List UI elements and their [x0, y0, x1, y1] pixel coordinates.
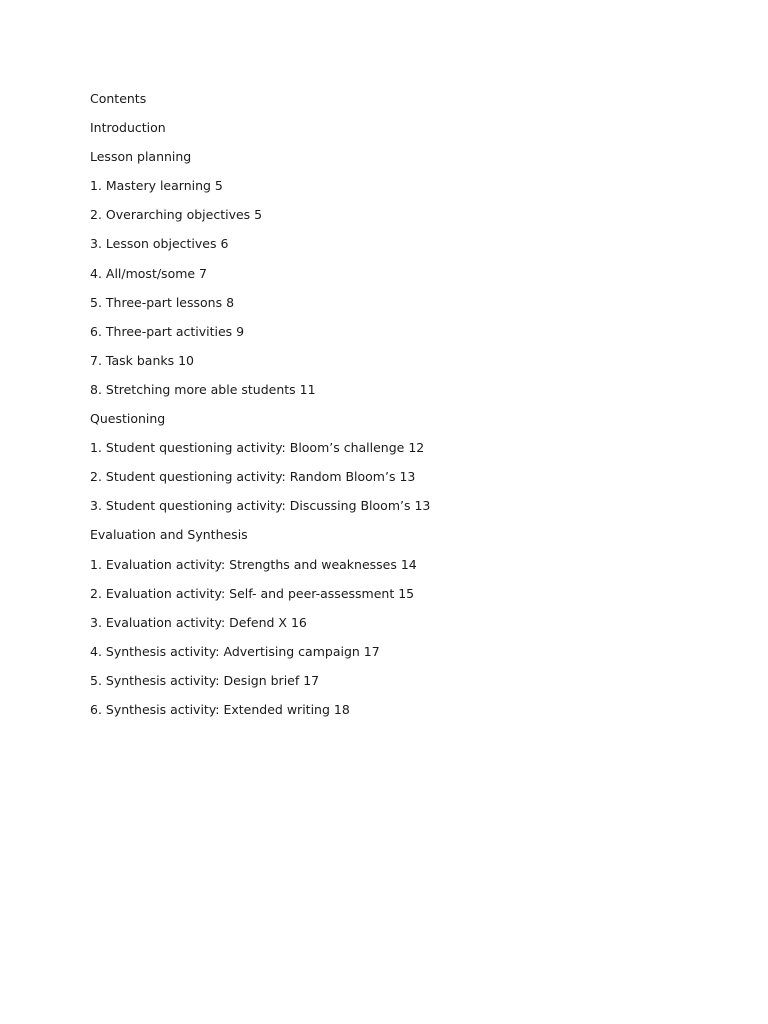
- toc-entry: 2. Student questioning activity: Random Bloom’s 13: [90, 469, 416, 485]
- toc-entry: 8. Stretching more able students 11: [90, 381, 316, 397]
- section-questioning: Questioning: [90, 411, 166, 427]
- contents-heading: Contents: [90, 91, 147, 106]
- contents-page: [90, 90, 730, 730]
- toc-entry: 1. Mastery learning 5: [90, 178, 223, 194]
- toc-entry: 5. Three-part lessons 8: [90, 294, 235, 310]
- toc-entry: 3. Lesson objectives 6: [90, 236, 229, 252]
- toc-entry: 6. Three-part activities 9: [90, 323, 245, 339]
- section-introduction: Introduction: [90, 120, 166, 136]
- toc-entry: 6. Synthesis activity: Extended writing 18: [90, 701, 350, 717]
- toc-entry: 2. Evaluation activity: Self- and peer-assessment 15: [90, 585, 415, 601]
- toc-entry: 4. All/most/some 7: [90, 265, 208, 281]
- section-evaluation-synthesis: Evaluation and Synthesis: [90, 527, 248, 543]
- toc-entry: 2. Overarching objectives 5: [90, 207, 263, 223]
- toc-entry: 1. Evaluation activity: Strengths and weaknesses 14: [90, 556, 417, 572]
- toc-entry: 1. Student questioning activity: Bloom’s challenge 12: [90, 440, 425, 456]
- section-lesson-planning: Lesson planning: [90, 149, 192, 165]
- toc-entry: 3. Evaluation activity: Defend X 16: [90, 614, 307, 630]
- toc-entry: 4. Synthesis activity: Advertising campaign 17: [90, 643, 380, 659]
- toc-entry: 3. Student questioning activity: Discussing Bloom’s 13: [90, 498, 431, 514]
- toc-entry: 5. Synthesis activity: Design brief 17: [90, 672, 320, 688]
- toc-entry: 7. Task banks 10: [90, 352, 194, 368]
